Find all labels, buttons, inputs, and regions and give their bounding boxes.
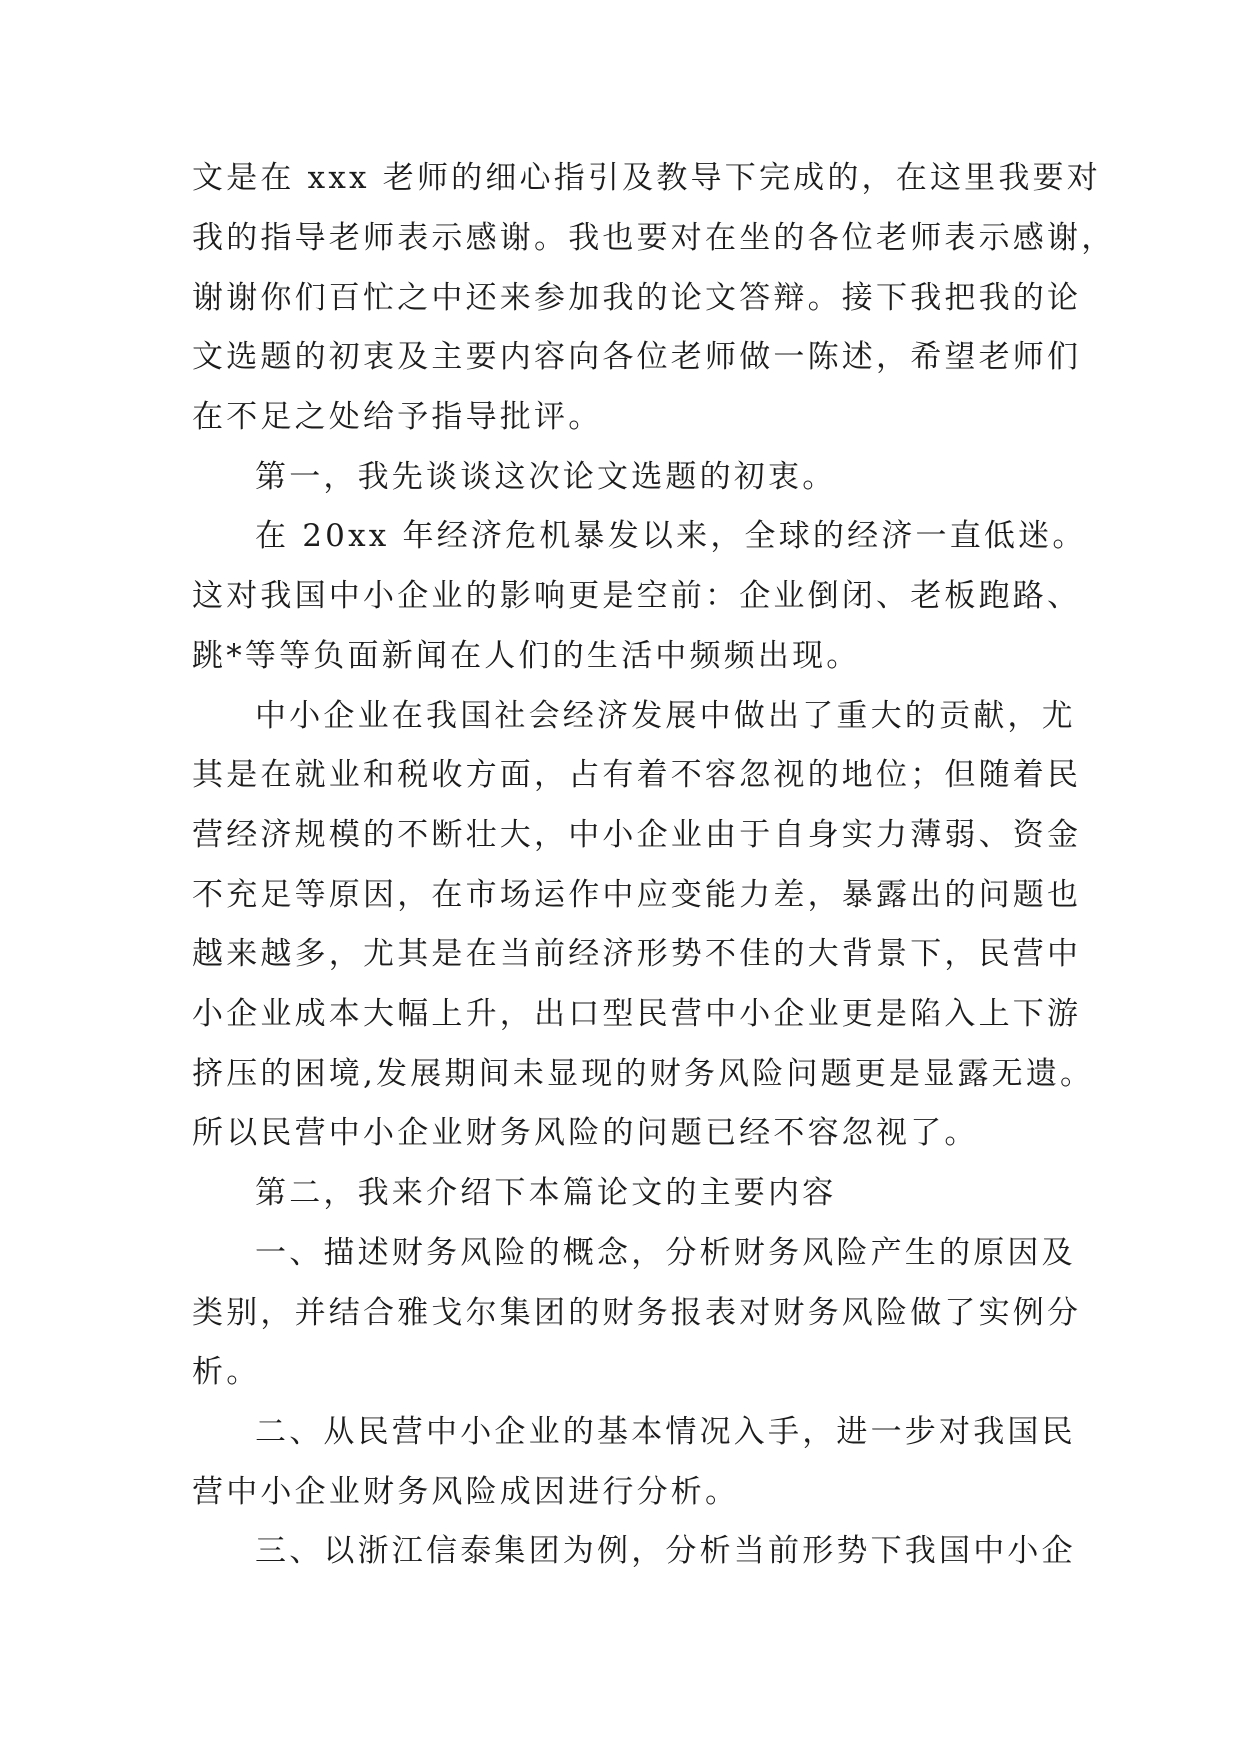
paragraph-line: 析。	[192, 1354, 261, 1390]
paragraph-line: 谢谢你们百忙之中还来参加我的论文答辩。接下我把我的论	[192, 280, 1082, 316]
paragraph-line: 其是在就业和税收方面，占有着不容忽视的地位；但随着民	[192, 757, 1082, 793]
paragraph-line: 不充足等原因，在市场运作中应变能力差，暴露出的问题也	[192, 877, 1082, 913]
paragraph-line: 二、从民营中小企业的基本情况入手，进一步对我国民	[255, 1414, 1076, 1450]
paragraph-line: 越来越多，尤其是在当前经济形势不佳的大背景下，民营中	[192, 936, 1082, 972]
paragraph-line: 在 20xx 年经济危机暴发以来，全球的经济一直低迷。	[255, 518, 1087, 554]
paragraph-line: 中小企业在我国社会经济发展中做出了重大的贡献，尤	[255, 698, 1076, 734]
paragraph-line: 三、以浙江信泰集团为例，分析当前形势下我国中小企	[255, 1533, 1076, 1569]
section-heading: 第二，我来介绍下本篇论文的主要内容	[255, 1175, 837, 1211]
paragraph-line: 我的指导老师表示感谢。我也要对在坐的各位老师表示感谢，	[192, 220, 1116, 256]
paragraph-line: 一、描述财务风险的概念，分析财务风险产生的原因及	[255, 1235, 1076, 1271]
paragraph-line: 跳*等等负面新闻在人们的生活中频频出现。	[192, 638, 861, 674]
paragraph-line: 文是在 xxx 老师的细心指引及教导下完成的，在这里我要对	[192, 160, 1101, 196]
paragraph-line: 营经济规模的不断壮大，中小企业由于自身实力薄弱、资金	[192, 817, 1082, 853]
paragraph-line: 在不足之处给予指导批评。	[192, 399, 603, 435]
paragraph-line: 这对我国中小企业的影响更是空前：企业倒闭、老板跑路、	[192, 578, 1082, 614]
paragraph-line: 文选题的初衷及主要内容向各位老师做一陈述，希望老师们	[192, 339, 1082, 375]
paragraph-line: 挤压的困境,发展期间未显现的财务风险问题更是显露无遗。	[192, 1056, 1095, 1092]
section-heading: 第一，我先谈谈这次论文选题的初衷。	[255, 459, 837, 495]
paragraph-line: 小企业成本大幅上升，出口型民营中小企业更是陷入上下游	[192, 996, 1082, 1032]
paragraph-line: 所以民营中小企业财务风险的问题已经不容忽视了。	[192, 1115, 979, 1151]
paragraph-line: 营中小企业财务风险成因进行分析。	[192, 1474, 740, 1510]
paragraph-line: 类别，并结合雅戈尔集团的财务报表对财务风险做了实例分	[192, 1295, 1082, 1331]
